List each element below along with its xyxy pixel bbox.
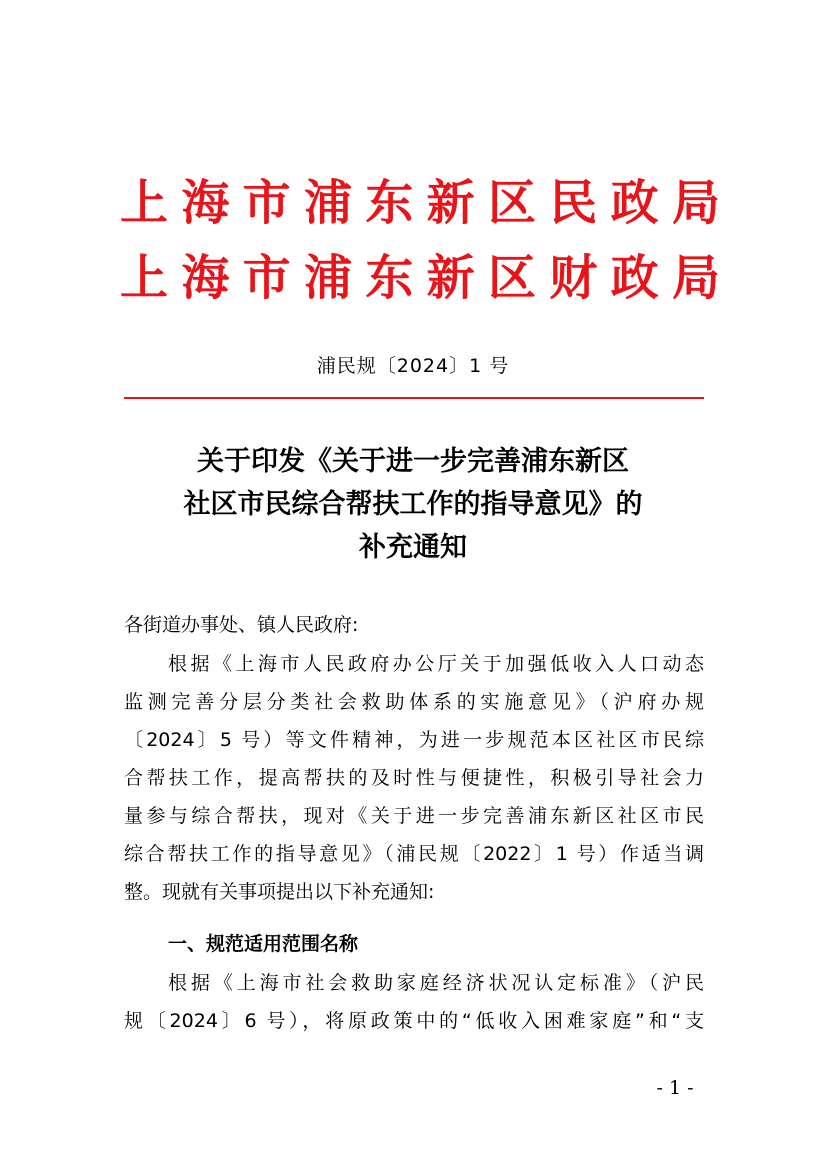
issuer-character: 新	[426, 175, 475, 231]
paragraph-line: 综合帮扶工作的指导意见》（浦民规〔2022〕1 号）作适当调	[124, 843, 704, 865]
issuer-character: 东	[365, 175, 414, 231]
issuer-character: 上	[120, 175, 169, 231]
paragraph-line: 监测完善分层分类社会救助体系的实施意见》（沪府办规	[124, 691, 704, 713]
issuer-character: 浦	[303, 175, 352, 231]
paragraph-line: 量参与综合帮扶，现对《关于进一步完善浦东新区社区市民	[124, 805, 704, 827]
title-line: 补充通知	[359, 532, 467, 563]
paragraph-line: 整。现就有关事项提出以下补充通知:	[124, 881, 435, 903]
issuer-character: 财	[549, 250, 598, 306]
salutation: 各街道办事处、镇人民政府:	[124, 614, 359, 636]
page-number: - 1 -	[656, 1077, 694, 1099]
issuer-character: 上	[120, 250, 169, 306]
paragraph-line: 合帮扶工作，提高帮扶的及时性与便捷性，积极引导社会力	[124, 767, 704, 789]
issuer-character: 东	[365, 250, 414, 306]
document-number: 浦民规〔2024〕1 号	[316, 355, 510, 377]
issuer-character: 市	[242, 175, 291, 231]
title-line: 关于印发《关于进一步完善浦东新区	[197, 446, 629, 477]
paragraph-1	[124, 645, 704, 911]
paragraph-line: 规〔2024〕6 号），将原政策中的“低收入困难家庭”和“支	[124, 1010, 704, 1032]
issuer-character: 海	[181, 175, 230, 231]
issuer-character: 局	[671, 250, 720, 306]
issuer-character: 政	[610, 250, 659, 306]
issuer-line-2	[120, 243, 720, 313]
paragraph-line: 根据《上海市社会救助家庭经济状况认定标准》（沪民	[168, 972, 704, 994]
issuer-character: 市	[242, 250, 291, 306]
issuer-character: 区	[487, 250, 536, 306]
issuer-character: 新	[426, 250, 475, 306]
issuer-character: 海	[181, 250, 230, 306]
issuer-character: 浦	[303, 250, 352, 306]
issuer-character: 区	[487, 175, 536, 231]
document-title	[100, 440, 726, 569]
section-heading: 一、规范适用范围名称	[168, 933, 359, 955]
red-separator-line	[124, 397, 704, 399]
issuer-character: 政	[610, 175, 659, 231]
title-line: 社区市民综合帮扶工作的指导意见》的	[183, 489, 643, 520]
paragraph-2	[124, 964, 704, 1040]
issuer-character: 民	[549, 175, 598, 231]
issuer-character: 局	[671, 175, 720, 231]
paragraph-line: 〔2024〕5 号）等文件精神，为进一步规范本区社区市民综	[124, 729, 704, 751]
issuer-line-1	[120, 168, 720, 238]
paragraph-line: 根据《上海市人民政府办公厅关于加强低收入人口动态	[168, 653, 704, 675]
